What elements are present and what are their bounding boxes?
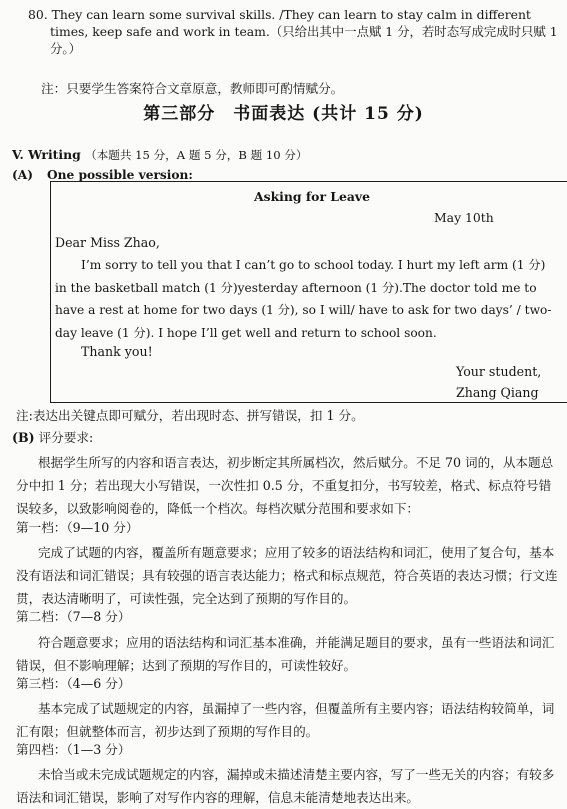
- section-a-text: One possible version:: [47, 168, 193, 182]
- grade-4-text: 未恰当或未完成试题规定的内容，漏掉或未描述清楚主要内容，写了一些无关的内容；有较多语法和词汇错误，影响了对写作内容的理解，信息未能清楚地表达出来。: [16, 767, 555, 806]
- section-b-title: 评分要求:: [38, 430, 94, 445]
- grade-3-text: 基本完成了试题规定的内容，虽漏掉了一些内容，但覆盖所有主要内容；语法结构较简单，词汇有限；但就整体而言，初步达到了预期的写作目的。: [16, 701, 555, 740]
- grade-1-text: 完成了试题的内容，覆盖所有题意要求；应用了较多的语法结构和词汇，使用了复合句，基本没有语法和词汇错误；具有较强的语言表达能力；格式和标点规范，符合英语的表达习惯；行文连贯，表达清晰明了，可读性强，完全达到了预期的写作目的。: [16, 545, 558, 607]
- grade-3-heading: 第三档：（4—6 分）: [16, 676, 131, 691]
- letter-closing: Your student,: [456, 364, 542, 379]
- part-three-title: 第三部分 书面表达 (共计 15 分): [143, 104, 424, 124]
- letter-salutation: Dear Miss Zhao,: [55, 235, 160, 250]
- question-80-answer: [14, 6, 559, 57]
- question-80-text: They can learn some survival skills. /They can learn to stay calm in different times, keep safe and work in team.（只给出其中一点赋 1 分，若时态写成完成时只赋 1 分。）: [50, 7, 558, 56]
- section-v-heading: [12, 147, 308, 163]
- criteria-intro: 根据学生所写的内容和语言表达，初步断定其所属档次，然后赋分。不足 70 词的，从本题总分中扣 1 分；若出现大小写错误，一次性扣 0.5 分，不重复扣分，书写较差，格式、标点符号错误较多，以致影响阅卷的，降低一个档次。每档次赋分范围和要求如下：: [16, 455, 554, 517]
- letter-thanks: Thank you!: [81, 344, 153, 359]
- letter-title: Asking for Leave: [253, 189, 370, 204]
- grade-4-heading: 第四档：（1—3 分）: [16, 742, 131, 757]
- section-v-label: V. Writing: [12, 147, 81, 162]
- section-b-heading: [12, 430, 93, 446]
- question-80-number: 80.: [28, 7, 48, 22]
- scoring-note-1: 注：只要学生答案符合文章原意，教师即可酌情赋分。: [41, 81, 344, 96]
- section-v-detail: （本题共 15 分，A 题 5 分，B 题 10 分）: [85, 148, 308, 162]
- grade-2-heading: 第二档：（7—8 分）: [16, 609, 131, 624]
- sample-letter-box: [50, 181, 567, 403]
- scoring-note-2: 注:表达出关键点即可赋分，若出现时态、拼写错误，扣 1 分。: [16, 408, 364, 423]
- letter-date: May 10th: [434, 210, 494, 225]
- grade-2-text: 符合题意要求；应用的语法结构和词汇基本准确，并能满足题目的要求，虽有一些语法和词汇错误，但不影响理解；达到了预期的写作目的，可读性较好。: [16, 635, 555, 674]
- section-b-label: (B): [12, 430, 35, 445]
- question-80-body: [14, 6, 559, 57]
- letter-signature: Zhang Qiang: [456, 385, 539, 400]
- letter-body: I’m sorry to tell you that I can’t go to school today. I hurt my left arm (1 分) in the basketball match (1 分)yesterday afternoon (1 分).The doctor told me to have a rest at home for two days (1 分), so I will/ have to ask for two days’ / two-day leave (1 分). I hope I’ll get well and return to school soon.: [55, 258, 552, 341]
- grade-1-heading: 第一档：（9—10 分）: [16, 520, 139, 535]
- section-a-label: (A): [12, 168, 33, 182]
